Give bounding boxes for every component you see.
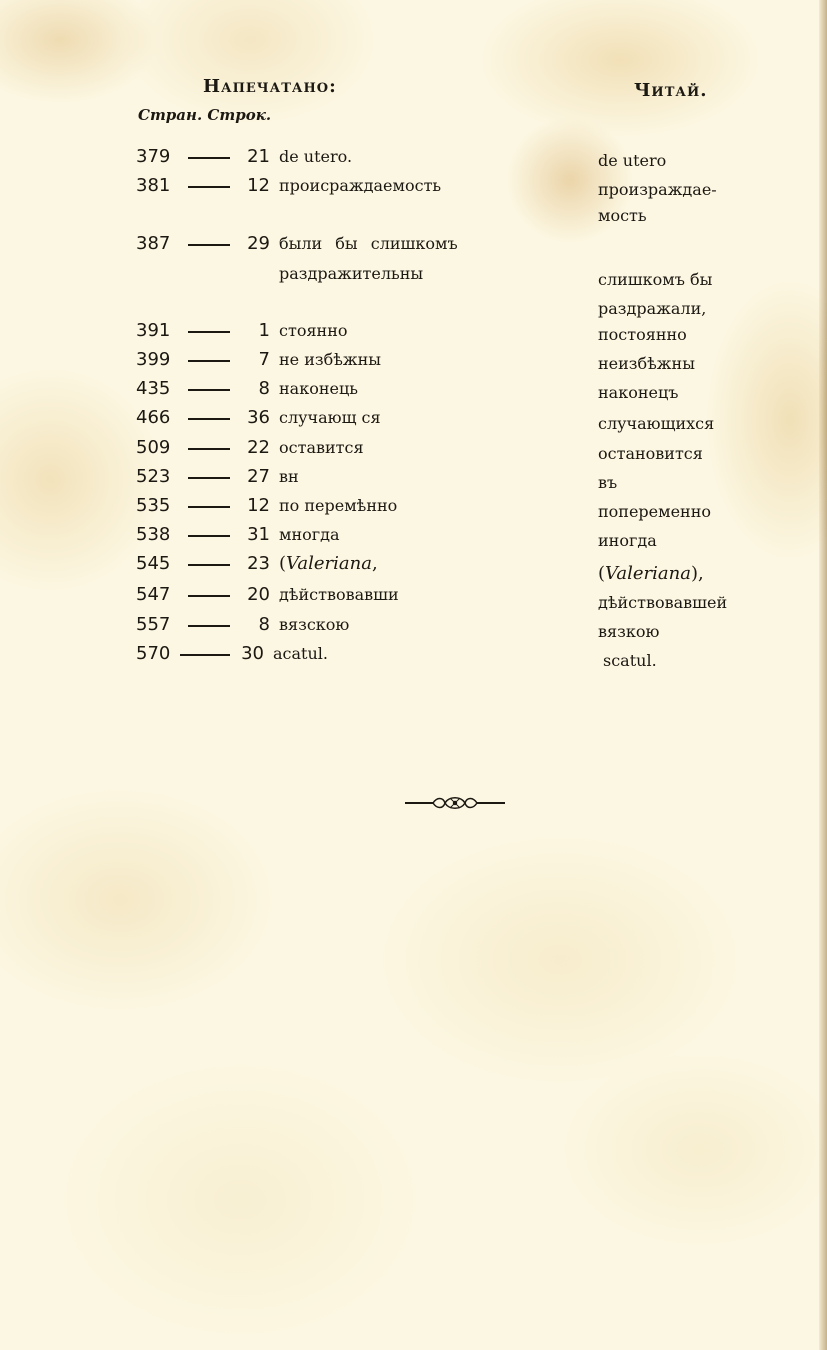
corrected-text: иногда: [598, 531, 657, 550]
printed-text: стоянно: [279, 321, 348, 340]
dash-separator: [188, 157, 230, 159]
printed-text: (Valeriana,: [279, 553, 378, 574]
errata-row: [0, 320, 827, 348]
line-number: 36: [247, 407, 270, 428]
page-number: 509: [136, 437, 171, 458]
latin-term: Valeriana: [605, 563, 691, 584]
corrected-text: остановится: [598, 444, 703, 463]
corrected-text-continued: мость: [598, 206, 647, 225]
dash-separator: [188, 360, 230, 362]
read-column-header: Читай.: [634, 80, 708, 101]
line-number: 7: [258, 349, 270, 370]
corrected-text: вязкою: [598, 622, 660, 641]
printed-text-continued: раздражительны: [279, 264, 424, 283]
page-number: 466: [136, 407, 171, 428]
line-number: 23: [247, 553, 270, 574]
corrected-text: дѣйствовавшей: [598, 593, 728, 612]
line-number: 8: [258, 378, 270, 399]
printed-text: случающ ся: [279, 408, 381, 427]
errata-row: [0, 584, 827, 612]
printed-text: происраждаемость: [279, 176, 442, 195]
dash-separator: [188, 418, 230, 420]
line-number: 22: [247, 437, 270, 458]
printed-text: вязскою: [279, 615, 350, 634]
line-number: 12: [247, 495, 270, 516]
errata-row: [0, 146, 827, 174]
page-number: 387: [136, 233, 171, 254]
errata-row: [0, 466, 827, 494]
printed-text: были бы слишкомъ: [279, 234, 458, 253]
printed-text: вн: [279, 467, 299, 486]
dash-separator: [188, 389, 230, 391]
page-number: 545: [136, 553, 171, 574]
errata-row: [0, 233, 827, 318]
dash-separator: [188, 595, 230, 597]
dash-separator: [188, 477, 230, 479]
corrected-text: scatul.: [603, 651, 657, 670]
page-number: 523: [136, 466, 171, 487]
page-number: 547: [136, 584, 171, 605]
dash-separator: [188, 564, 230, 566]
errata-row: [0, 553, 827, 584]
corrected-text: въ: [598, 473, 618, 492]
printed-text: acatul.: [273, 644, 328, 663]
page-number: 399: [136, 349, 171, 370]
latin-term: Valeriana: [286, 553, 372, 574]
line-number: 29: [247, 233, 270, 254]
printed-text: не избѣжны: [279, 350, 382, 369]
dash-separator: [188, 506, 230, 508]
errata-row: [0, 349, 827, 377]
dash-separator: [188, 535, 230, 537]
printed-text: оставится: [279, 438, 364, 457]
errata-row: [0, 407, 827, 435]
page-number: 557: [136, 614, 171, 635]
line-number: 20: [247, 584, 270, 605]
page-number: 570: [136, 643, 171, 664]
corrected-text: попеременно: [598, 502, 712, 521]
corrected-text: неизбѣжны: [598, 354, 695, 373]
printed-text: дѣйствовавши: [279, 585, 399, 604]
corrected-text: слишкомъ бы: [598, 270, 713, 289]
printed-text: de utero.: [279, 147, 353, 166]
page-number: 538: [136, 524, 171, 545]
dash-separator: [188, 331, 230, 333]
errata-row: [0, 175, 827, 225]
line-number: 27: [247, 466, 270, 487]
corrected-text-continued: раздражали,: [598, 299, 707, 318]
printed-text: по перемѣнно: [279, 496, 398, 515]
dash-separator: [188, 625, 230, 627]
dash-separator: [188, 186, 230, 188]
line-number: 21: [247, 146, 270, 167]
dash-separator: [188, 448, 230, 450]
corrected-text: наконецъ: [598, 383, 679, 402]
errata-row: [0, 378, 827, 406]
dash-separator: [180, 654, 230, 656]
corrected-text: постоянно: [598, 325, 687, 344]
page-line-subheader: Стран. Строк.: [138, 106, 272, 124]
errata-row: [0, 643, 827, 671]
page-number: 379: [136, 146, 171, 167]
page-number: 381: [136, 175, 171, 196]
errata-row: [0, 495, 827, 523]
ornament-divider: [405, 795, 505, 811]
page-number: 391: [136, 320, 171, 341]
printed-text: многда: [279, 525, 340, 544]
line-number: 8: [258, 614, 270, 635]
errata-row: [0, 437, 827, 465]
line-number: 1: [258, 320, 270, 341]
line-number: 31: [247, 524, 270, 545]
line-number: 30: [241, 643, 264, 664]
printed-text: наконець: [279, 379, 358, 398]
line-number: 12: [247, 175, 270, 196]
page-number: 535: [136, 495, 171, 516]
corrected-text: (Valeriana),: [598, 563, 704, 584]
errata-row: [0, 524, 827, 552]
dash-separator: [188, 244, 230, 246]
corrected-text: произраждае-: [598, 180, 717, 199]
corrected-text: de utero: [598, 151, 667, 170]
corrected-text: случающихся: [598, 414, 715, 433]
page-number: 435: [136, 378, 171, 399]
printed-column-header: Напечатано:: [203, 76, 337, 97]
errata-row: [0, 614, 827, 642]
